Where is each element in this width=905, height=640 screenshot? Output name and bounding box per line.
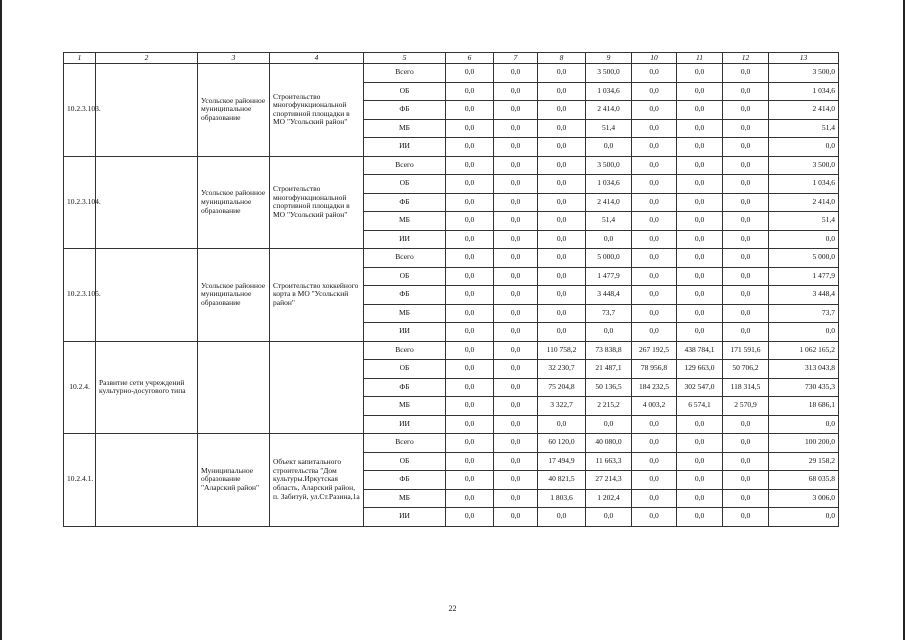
column-number: 5 [364, 53, 446, 64]
year-value: 0,0 [494, 119, 538, 138]
year-value: 0,0 [494, 508, 538, 527]
object-name: Строительство многофункциональной спортивной площадки в МО "Усольский район" [270, 156, 364, 249]
year-value: 1 477,9 [586, 267, 632, 286]
year-value: 0,0 [494, 489, 538, 508]
year-value: 0,0 [632, 230, 677, 249]
year-value: 0,0 [632, 286, 677, 305]
funding-source: ИИ [364, 138, 446, 157]
year-value: 60 120,0 [538, 434, 586, 453]
column-number-row [64, 53, 839, 64]
total-value: 3 500,0 [769, 64, 839, 83]
year-value: 0,0 [586, 415, 632, 434]
object-name [270, 341, 364, 434]
year-value: 0,0 [632, 212, 677, 231]
year-value: 0,0 [677, 471, 723, 490]
total-value: 3 448,4 [769, 286, 839, 305]
row-code: 10.2.3.103. [64, 64, 96, 157]
year-value: 2 414,0 [586, 193, 632, 212]
year-value: 0,0 [677, 156, 723, 175]
year-value: 0,0 [446, 415, 494, 434]
column-number: 9 [586, 53, 632, 64]
table-row [64, 249, 839, 268]
year-value: 0,0 [494, 323, 538, 342]
year-value: 3 322,7 [538, 397, 586, 416]
column-number: 11 [677, 53, 723, 64]
year-value: 0,0 [538, 415, 586, 434]
year-value: 110 758,2 [538, 341, 586, 360]
year-value: 0,0 [446, 249, 494, 268]
funding-source: ОБ [364, 360, 446, 379]
year-value: 0,0 [677, 175, 723, 194]
year-value: 0,0 [494, 360, 538, 379]
total-value: 1 034,6 [769, 82, 839, 101]
year-value: 0,0 [446, 82, 494, 101]
year-value: 0,0 [446, 267, 494, 286]
year-value: 0,0 [723, 415, 769, 434]
year-value: 0,0 [677, 489, 723, 508]
column-number: 10 [632, 53, 677, 64]
year-value: 0,0 [586, 508, 632, 527]
funding-source: ОБ [364, 452, 446, 471]
total-value: 1 062 165,2 [769, 341, 839, 360]
year-value: 0,0 [538, 119, 586, 138]
year-value: 0,0 [538, 267, 586, 286]
year-value: 0,0 [677, 64, 723, 83]
year-value: 0,0 [494, 230, 538, 249]
year-value: 0,0 [446, 101, 494, 120]
measure-name: Развитие сети учреждений культурно-досугового типа [96, 341, 198, 434]
year-value: 0,0 [538, 230, 586, 249]
year-value: 0,0 [446, 397, 494, 416]
year-value: 0,0 [538, 508, 586, 527]
year-value: 2 570,9 [723, 397, 769, 416]
year-value: 1 034,6 [586, 175, 632, 194]
year-value: 27 214,3 [586, 471, 632, 490]
year-value: 0,0 [632, 415, 677, 434]
funding-source: ОБ [364, 267, 446, 286]
funding-source: Всего [364, 434, 446, 453]
year-value: 50 136,5 [586, 378, 632, 397]
year-value: 0,0 [494, 304, 538, 323]
year-value: 0,0 [446, 452, 494, 471]
total-value: 0,0 [769, 230, 839, 249]
year-value: 0,0 [723, 452, 769, 471]
measure-name [96, 249, 198, 342]
year-value: 0,0 [494, 64, 538, 83]
year-value: 0,0 [538, 193, 586, 212]
total-value: 68 035,8 [769, 471, 839, 490]
year-value: 0,0 [632, 193, 677, 212]
year-value: 78 956,8 [632, 360, 677, 379]
year-value: 0,0 [446, 212, 494, 231]
year-value: 3 500,0 [586, 64, 632, 83]
year-value: 0,0 [446, 434, 494, 453]
measure-name [96, 64, 198, 157]
year-value: 0,0 [723, 434, 769, 453]
year-value: 5 000,0 [586, 249, 632, 268]
year-value: 0,0 [446, 193, 494, 212]
year-value: 0,0 [446, 323, 494, 342]
year-value: 0,0 [494, 434, 538, 453]
year-value: 0,0 [494, 156, 538, 175]
year-value: 0,0 [494, 415, 538, 434]
year-value: 51,4 [586, 119, 632, 138]
total-value: 1 477,9 [769, 267, 839, 286]
year-value: 0,0 [494, 212, 538, 231]
year-value: 0,0 [677, 508, 723, 527]
total-value: 2 414,0 [769, 193, 839, 212]
year-value: 302 547,0 [677, 378, 723, 397]
year-value: 0,0 [494, 378, 538, 397]
year-value: 0,0 [677, 101, 723, 120]
year-value: 0,0 [723, 471, 769, 490]
year-value: 51,4 [586, 212, 632, 231]
year-value: 0,0 [677, 119, 723, 138]
year-value: 0,0 [677, 212, 723, 231]
year-value: 0,0 [632, 156, 677, 175]
year-value: 0,0 [723, 156, 769, 175]
year-value: 0,0 [494, 286, 538, 305]
year-value: 0,0 [538, 212, 586, 231]
funding-source: ФБ [364, 286, 446, 305]
year-value: 0,0 [632, 138, 677, 157]
year-value: 0,0 [538, 323, 586, 342]
year-value: 40 080,0 [586, 434, 632, 453]
year-value: 0,0 [723, 286, 769, 305]
year-value: 0,0 [538, 249, 586, 268]
year-value: 0,0 [677, 193, 723, 212]
year-value: 0,0 [677, 249, 723, 268]
funding-source: ФБ [364, 193, 446, 212]
year-value: 0,0 [723, 175, 769, 194]
total-value: 313 043,8 [769, 360, 839, 379]
budget-table [63, 52, 839, 527]
year-value: 0,0 [632, 452, 677, 471]
year-value: 0,0 [677, 304, 723, 323]
year-value: 0,0 [677, 82, 723, 101]
year-value: 0,0 [723, 119, 769, 138]
year-value: 1 803,6 [538, 489, 586, 508]
year-value: 73,7 [586, 304, 632, 323]
year-value: 0,0 [632, 489, 677, 508]
funding-source: МБ [364, 489, 446, 508]
year-value: 0,0 [538, 286, 586, 305]
year-value: 0,0 [446, 304, 494, 323]
year-value: 0,0 [723, 82, 769, 101]
year-value: 4 003,2 [632, 397, 677, 416]
year-value: 0,0 [446, 286, 494, 305]
total-value: 51,4 [769, 119, 839, 138]
year-value: 0,0 [723, 64, 769, 83]
funding-source: ФБ [364, 471, 446, 490]
funding-source: ОБ [364, 175, 446, 194]
funding-source: Всего [364, 249, 446, 268]
year-value: 0,0 [494, 249, 538, 268]
total-value: 1 034,6 [769, 175, 839, 194]
year-value: 0,0 [494, 193, 538, 212]
year-value: 0,0 [677, 230, 723, 249]
column-number: 1 [64, 53, 96, 64]
column-number: 7 [494, 53, 538, 64]
year-value: 40 821,5 [538, 471, 586, 490]
funding-source: Всего [364, 341, 446, 360]
year-value: 0,0 [677, 434, 723, 453]
table-body [64, 64, 839, 527]
year-value: 0,0 [586, 230, 632, 249]
year-value: 0,0 [446, 360, 494, 379]
year-value: 50 706,2 [723, 360, 769, 379]
year-value: 0,0 [494, 138, 538, 157]
funding-source: МБ [364, 397, 446, 416]
total-value: 0,0 [769, 508, 839, 527]
year-value: 21 487,1 [586, 360, 632, 379]
table-row [64, 341, 839, 360]
column-number: 8 [538, 53, 586, 64]
year-value: 0,0 [677, 138, 723, 157]
year-value: 6 574,1 [677, 397, 723, 416]
total-value: 2 414,0 [769, 101, 839, 120]
funding-source: ИИ [364, 508, 446, 527]
year-value: 3 448,4 [586, 286, 632, 305]
funding-source: ИИ [364, 323, 446, 342]
funding-source: Всего [364, 156, 446, 175]
year-value: 0,0 [723, 138, 769, 157]
year-value: 0,0 [723, 230, 769, 249]
year-value: 0,0 [632, 249, 677, 268]
row-code: 10.2.3.105. [64, 249, 96, 342]
year-value: 0,0 [632, 304, 677, 323]
year-value: 0,0 [446, 175, 494, 194]
total-value: 0,0 [769, 323, 839, 342]
funding-source: ОБ [364, 82, 446, 101]
total-value: 730 435,3 [769, 378, 839, 397]
column-number: 6 [446, 53, 494, 64]
column-number: 13 [769, 53, 839, 64]
year-value: 438 784,1 [677, 341, 723, 360]
year-value: 0,0 [632, 82, 677, 101]
year-value: 0,0 [446, 341, 494, 360]
year-value: 0,0 [677, 286, 723, 305]
year-value: 0,0 [494, 175, 538, 194]
year-value: 73 838,8 [586, 341, 632, 360]
object-name: Объект капитального строительства "Дом культуры.Иркутская область, Аларский район, п. Забитуй, ул.Ст.Разина,1а [270, 434, 364, 527]
year-value: 0,0 [446, 378, 494, 397]
page-number: 22 [448, 604, 457, 613]
municipality-name [198, 341, 270, 434]
year-value: 0,0 [494, 82, 538, 101]
year-value: 0,0 [446, 119, 494, 138]
funding-source: Всего [364, 64, 446, 83]
year-value: 0,0 [632, 175, 677, 194]
year-value: 11 663,3 [586, 452, 632, 471]
column-number: 12 [723, 53, 769, 64]
total-value: 0,0 [769, 415, 839, 434]
row-code: 10.2.4.1. [64, 434, 96, 527]
year-value: 0,0 [632, 64, 677, 83]
municipality-name: Усольское районное муниципальное образование [198, 249, 270, 342]
year-value: 0,0 [632, 471, 677, 490]
total-value: 0,0 [769, 138, 839, 157]
total-value: 73,7 [769, 304, 839, 323]
year-value: 0,0 [446, 64, 494, 83]
municipality-name: Муниципальное образование "Аларский район" [198, 434, 270, 527]
year-value: 118 314,5 [723, 378, 769, 397]
total-value: 29 158,2 [769, 452, 839, 471]
funding-source: ФБ [364, 101, 446, 120]
total-value: 100 200,0 [769, 434, 839, 453]
municipality-name: Усольское районное муниципальное образование [198, 156, 270, 249]
column-number: 3 [198, 53, 270, 64]
measure-name [96, 156, 198, 249]
year-value: 0,0 [723, 323, 769, 342]
table-row [64, 156, 839, 175]
total-value: 3 006,0 [769, 489, 839, 508]
year-value: 0,0 [677, 267, 723, 286]
year-value: 0,0 [538, 101, 586, 120]
year-value: 0,0 [723, 212, 769, 231]
row-code: 10.2.3.104. [64, 156, 96, 249]
funding-source: ИИ [364, 415, 446, 434]
year-value: 0,0 [446, 471, 494, 490]
year-value: 1 202,4 [586, 489, 632, 508]
year-value: 0,0 [494, 452, 538, 471]
year-value: 0,0 [586, 323, 632, 342]
year-value: 0,0 [677, 415, 723, 434]
year-value: 0,0 [723, 101, 769, 120]
year-value: 0,0 [723, 508, 769, 527]
year-value: 0,0 [632, 434, 677, 453]
year-value: 32 230,7 [538, 360, 586, 379]
year-value: 0,0 [632, 267, 677, 286]
year-value: 0,0 [723, 249, 769, 268]
funding-source: ИИ [364, 230, 446, 249]
year-value: 0,0 [538, 64, 586, 83]
year-value: 17 494,9 [538, 452, 586, 471]
column-number: 4 [270, 53, 364, 64]
year-value: 0,0 [723, 304, 769, 323]
year-value: 0,0 [632, 101, 677, 120]
total-value: 3 500,0 [769, 156, 839, 175]
column-number: 2 [96, 53, 198, 64]
year-value: 0,0 [494, 397, 538, 416]
funding-source: МБ [364, 119, 446, 138]
row-code: 10.2.4. [64, 341, 96, 434]
year-value: 0,0 [677, 452, 723, 471]
year-value: 0,0 [586, 138, 632, 157]
year-value: 0,0 [632, 323, 677, 342]
year-value: 0,0 [538, 138, 586, 157]
year-value: 0,0 [538, 304, 586, 323]
year-value: 0,0 [494, 101, 538, 120]
total-value: 18 686,1 [769, 397, 839, 416]
year-value: 0,0 [494, 341, 538, 360]
funding-source: ФБ [364, 378, 446, 397]
year-value: 129 663,0 [677, 360, 723, 379]
year-value: 2 215,2 [586, 397, 632, 416]
year-value: 2 414,0 [586, 101, 632, 120]
year-value: 0,0 [446, 138, 494, 157]
municipality-name: Усольское районное муниципальное образование [198, 64, 270, 157]
year-value: 0,0 [723, 193, 769, 212]
year-value: 0,0 [723, 489, 769, 508]
table-row [64, 64, 839, 83]
funding-source: МБ [364, 212, 446, 231]
total-value: 5 000,0 [769, 249, 839, 268]
year-value: 0,0 [494, 471, 538, 490]
year-value: 267 192,5 [632, 341, 677, 360]
year-value: 0,0 [723, 267, 769, 286]
year-value: 0,0 [538, 175, 586, 194]
year-value: 0,0 [538, 156, 586, 175]
year-value: 0,0 [494, 267, 538, 286]
table-row [64, 434, 839, 453]
year-value: 1 034,6 [586, 82, 632, 101]
measure-name [96, 434, 198, 527]
year-value: 0,0 [446, 230, 494, 249]
year-value: 0,0 [632, 508, 677, 527]
year-value: 0,0 [632, 119, 677, 138]
funding-source: МБ [364, 304, 446, 323]
year-value: 0,0 [538, 82, 586, 101]
year-value: 0,0 [446, 156, 494, 175]
year-value: 0,0 [446, 489, 494, 508]
year-value: 0,0 [446, 508, 494, 527]
total-value: 51,4 [769, 212, 839, 231]
object-name: Строительство многофункциональной спортивной площадки в МО "Усольский район" [270, 64, 364, 157]
year-value: 3 500,0 [586, 156, 632, 175]
year-value: 171 591,6 [723, 341, 769, 360]
year-value: 0,0 [677, 323, 723, 342]
year-value: 184 232,5 [632, 378, 677, 397]
object-name: Строительство хоккейного корта в МО "Усольский район" [270, 249, 364, 342]
year-value: 75 204,8 [538, 378, 586, 397]
